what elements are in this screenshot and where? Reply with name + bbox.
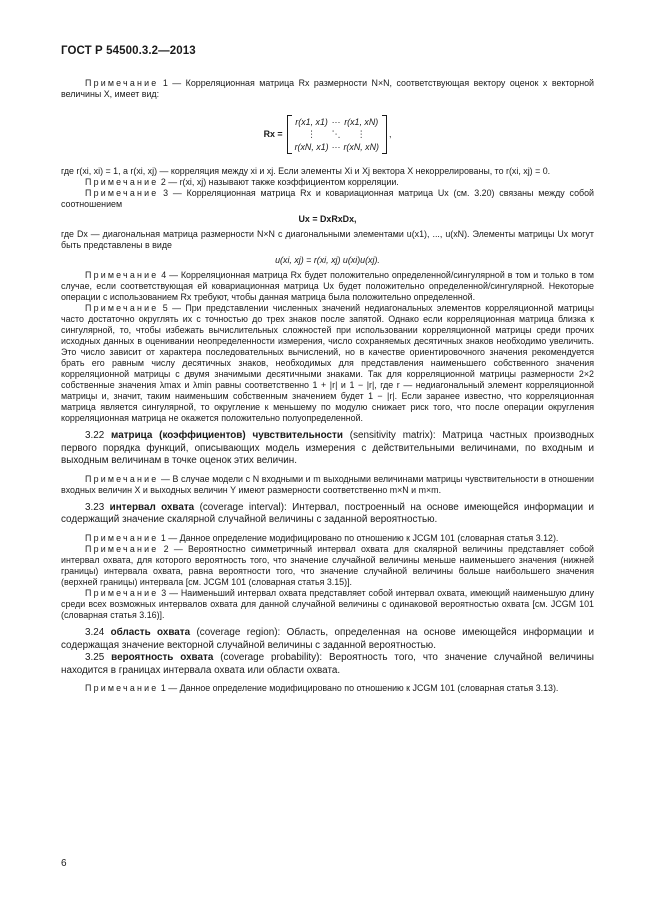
definition-term: вероятность охвата xyxy=(111,652,214,664)
note-text: 1 — Корреляционная матрица Rx размерности N×N, соответствующая вектору оценок x векторной величины X, имеет вид: xyxy=(61,78,594,99)
note-label: Примечание xyxy=(85,177,159,187)
document-header: ГОСТ Р 54500.3.2—2013 xyxy=(61,45,196,57)
matrix-cell: ··· xyxy=(331,116,341,127)
note-label: Примечание xyxy=(85,543,159,554)
matrix-cell: ⋱ xyxy=(331,128,341,139)
definition-text: (coverage interval): Интервал, построенный на основе имеющейся информации и содержащий значение скалярной случайной величины с заданной вероятностью. xyxy=(61,501,594,526)
matrix xyxy=(287,115,387,154)
page-number: 6 xyxy=(61,858,67,869)
note-label: Примечание xyxy=(85,587,159,598)
note-3-23-3 xyxy=(61,588,594,621)
matrix-cell: r(x1, x1) xyxy=(295,116,328,127)
note-text: 1 — Данное определение модифицировано по отношению к JCGM 101 (словарная статья 3.12). xyxy=(158,532,559,543)
document-body xyxy=(61,78,594,694)
note-3 xyxy=(61,188,594,210)
definition-number: 3.25 xyxy=(85,652,112,664)
note-text: 1 — Данное определение модифицировано по отношению к JCGM 101 (словарная статья 3.13). xyxy=(158,683,559,694)
definition-number: 3.24 xyxy=(85,626,111,638)
matrix-cell: ⋮ xyxy=(307,128,317,139)
note-label: Примечание xyxy=(85,188,159,198)
definition-3-22 xyxy=(61,430,594,468)
note-2 xyxy=(61,177,594,188)
matrix-tail: , xyxy=(388,129,392,139)
note-label: Примечание xyxy=(85,532,159,543)
note-text: 4 — Корреляционная матрица Rx будет положительно определенной/сингулярной в том и только в том случае, если соответствующая ей ковариационная матрица Ux будет положительно определенной/сингулярной. Некоторые операции с использованием Rx требуют, чтобы данная матрица была положительно определенной. xyxy=(61,270,594,302)
definition-3-25 xyxy=(61,652,594,677)
note-text: 3 — Наименьший интервал охвата представляет собой интервал охвата, имеющий наименьшую длину среди всех возможных интервалов охвата для данной случайной величины с одинаковой вероятностью охвата [см. JCGM 101 (словарная статья 3.16)]. xyxy=(61,587,594,620)
matrix-cell: r(xN, x1) xyxy=(294,141,329,152)
definition-term: интервал охвата xyxy=(109,501,195,513)
definition-number: 3.23 xyxy=(85,501,110,513)
matrix-cell: ··· xyxy=(331,141,341,152)
note-text: 5 — При представлении численных значений недиагональных элементов корреляционной матрицы часто достаточно округлять их с точностью до трех знаков после запятой. Однако если корреляционная матрица близка к сингулярной, то, чтобы избежать вычислительных сложностей при использовании корреляционной матрицы среди прочих исходных данных в оценивании неопределенности измерения, число сохраняемых десятичных знаков необходимо увеличить. Это число зависит от характера последовательных вычислений, но в качестве ориентировочного значения рекомендуется брать его равным числу десятичных знаков, необходимых для представления наименьшего собственного значения корреляционной матрицы с двумя значимыми десятичными знаками. Так для корреляционной матрицы размерности 2×2 собственные значения λmax и λmin равны соответственно 1 + |r| и 1 − |r|, где r — недиагональный элемент корреляционной матрицы и, значит, таким наименьшим собственным значением будет 1 − |r|. Если заранее известно, что корреляционная матрица является сингулярной, то округление к меньшему по модулю снижает риск того, что после операции округления корреляционная матрица не окажется положительно полуопределенной. xyxy=(61,303,594,423)
matrix-cell: r(xN, xN) xyxy=(343,141,379,152)
definition-3-24 xyxy=(61,627,594,652)
definition-term: матрица (коэффициентов) чувствительности xyxy=(111,430,343,441)
note-1 xyxy=(61,78,594,100)
matrix-cell: r(x1, xN) xyxy=(344,116,379,127)
definition-term: область охвата xyxy=(110,626,191,638)
note-label: Примечание xyxy=(85,270,159,280)
note-3-23-1 xyxy=(61,533,594,544)
formula-uxixj: u(xi, xj) = r(xi, xj) u(xi)u(xj). xyxy=(275,255,380,265)
note-label: Примечание xyxy=(85,78,159,88)
note-label: Примечание xyxy=(85,303,159,313)
where-clause-2: где Dx — диагональная матрица размерности N×N с диагональными элементами u(x1), ..., u(xN). Элементы матрицы Ux могут быть представлены в виде xyxy=(61,229,594,250)
definition-text: (sensitivity matrix): Матрица частных производных первого порядка функций, описывающих модель измерения с действительными величинами, по входным и выходным величинам в точке оценок этих величин. xyxy=(61,430,594,467)
note-label: Примечание xyxy=(85,473,159,484)
correlation-matrix-formula xyxy=(61,108,594,160)
definition-number: 3.22 xyxy=(85,430,112,441)
note-4 xyxy=(61,270,594,303)
definition-text: (coverage region): Область, определенная на основе имеющейся информации и содержащая значение векторной случайной величины с заданной вероятностью. xyxy=(61,626,594,651)
note-3-22 xyxy=(61,474,594,496)
note-5 xyxy=(61,303,594,424)
note-3-25 xyxy=(61,683,594,694)
matrix-right-bracket xyxy=(382,115,387,154)
matrix-grid xyxy=(292,115,382,154)
definition-3-23 xyxy=(61,502,594,527)
where-clause-1: где r(xi, xi) = 1, а r(xi, xj) — корреляция между xi и xj. Если элементы Xi и Xj вектора X некоррелированы, то r(xi, xj) = 0. xyxy=(61,166,551,176)
note-text: 2 — r(xi, xj) называют также коэффициентом корреляции. xyxy=(158,177,399,187)
definition-text: (coverage probability): Вероятность того, что значение случайной величины находится в границах интервала охвата или области охвата. xyxy=(61,652,595,676)
matrix-cell: ⋮ xyxy=(356,128,366,139)
note-text: 2 — Вероятностно симметричный интервал охвата для скалярной величины представляет собой интервал охвата, для которого вероятность того, что значение случайной величины меньше наименьшего значения (нижней границы) интервала охвата, равна вероятности того, что значение случайной величины больше наибольшего значения (верхней границы) интервала [см. JCGM 101 (словарная статья 3.15)]. xyxy=(61,543,594,587)
note-text: — В случае модели с N входными и m выходными величинами матрицы чувствительности в отношении входных величин X и выходных величин Y имеют размерности соответственно m×N и m×m. xyxy=(61,473,594,495)
note-text: 3 — Корреляционная матрица Rx и ковариационная матрица Ux (см. 3.20) связаны между собой соотношением xyxy=(61,188,594,209)
note-label: Примечание xyxy=(85,683,159,694)
matrix-lhs: Rx = xyxy=(263,129,283,139)
note-3-23-2 xyxy=(61,544,594,588)
formula-ux: Ux = DxRxDx, xyxy=(298,214,357,224)
